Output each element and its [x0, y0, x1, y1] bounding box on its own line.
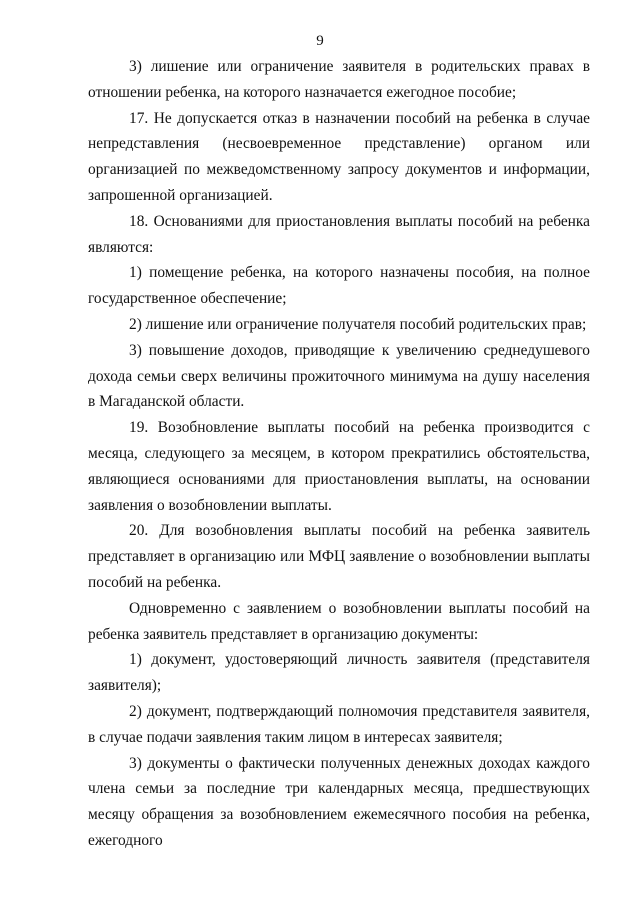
paragraph-18-item-1: 1) помещение ребенка, на которого назначены пособия, на полное государственное обеспечение; [88, 264, 590, 308]
document-body [88, 54, 590, 854]
paragraph-18-item-3: 3) повышение доходов, приводящие к увеличению среднедушевого дохода семьи сверх величины прожиточного минимума на душу населения в Магаданской области. [88, 341, 590, 411]
page-number: 9 [316, 33, 324, 49]
paragraph-17-refusal-not-allowed: 17. Не допускается отказ в назначении пособий на ребенка в случае непредставления (несвоевременное представление) органом или организацией по межведомственному запросу документов и информации, запрошенной организацией. [88, 109, 590, 204]
paragraph-18-suspension-grounds: 18. Основаниями для приостановления выплаты пособий на ребенка являются: [88, 212, 590, 256]
paragraph-19-resumption: 19. Возобновление выплаты пособий на ребенка производится с месяца, следующего за месяцем, в котором прекратились обстоятельства, являющиеся основаниями для приостановления выплаты, на основании заявления о возобновлении выплаты. [88, 419, 590, 514]
paragraph-documents-item-1: 1) документ, удостоверяющий личность заявителя (представителя заявителя); [88, 651, 590, 695]
paragraph-documents-item-2: 2) документ, подтверждающий полномочия представителя заявителя, в случае подачи заявления таким лицом в интересах заявителя; [88, 702, 590, 746]
paragraph-item-3-deprivation: 3) лишение или ограничение заявителя в родительских правах в отношении ребенка, на которого назначается ежегодное пособие; [88, 58, 590, 101]
paragraph-20-resumption-application: 20. Для возобновления выплаты пособий на ребенка заявитель представляет в организацию или МФЦ заявление о возобновлении выплаты пособий на ребенка. [88, 522, 590, 591]
paragraph-documents-item-3: 3) документы о фактически полученных денежных доходах каждого члена семьи за последние три календарных месяца, предшествующих месяцу обращения за возобновлением ежемесячного пособия на ребенка, ежегодного [88, 754, 590, 849]
paragraph-documents-intro: Одновременно с заявлением о возобновлении выплаты пособий на ребенка заявитель представляет в организацию документы: [88, 599, 590, 643]
paragraph-18-item-2: 2) лишение или ограничение получателя пособий родительских прав; [129, 315, 587, 333]
